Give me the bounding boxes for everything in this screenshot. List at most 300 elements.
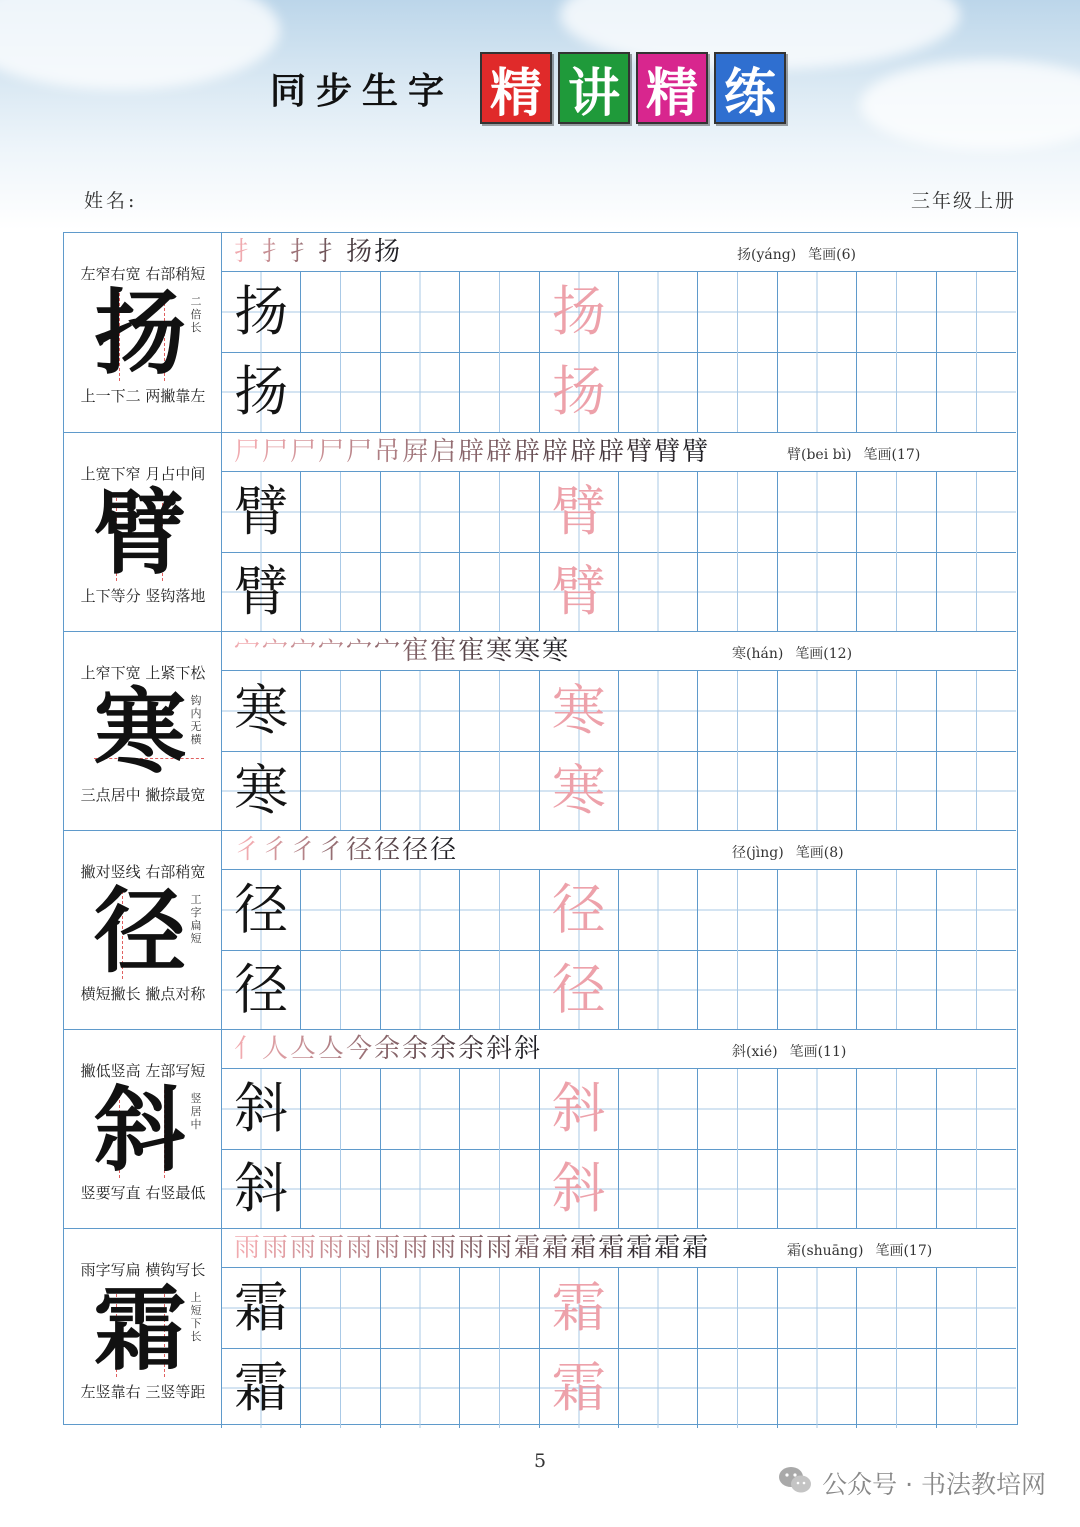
character-info bbox=[737, 244, 856, 264]
practice-cell[interactable] bbox=[857, 671, 936, 751]
stroke-order-row bbox=[222, 632, 1016, 671]
stroke-step: 宀 bbox=[374, 636, 401, 666]
practice-cell[interactable] bbox=[301, 1348, 380, 1428]
practice-cell[interactable] bbox=[540, 1268, 619, 1348]
stroke-step: 雨 bbox=[458, 1233, 485, 1263]
practice-cell[interactable] bbox=[381, 950, 460, 1030]
practice-grid-row bbox=[222, 472, 1016, 553]
stroke-step: 寉 bbox=[430, 636, 457, 666]
stroke-step: 霜 bbox=[514, 1233, 541, 1263]
character-info bbox=[732, 842, 844, 862]
practice-cell[interactable] bbox=[540, 671, 619, 751]
stroke-step: 辟 bbox=[514, 437, 541, 467]
stroke-step: 彳 bbox=[262, 835, 289, 865]
practice-cell[interactable] bbox=[619, 950, 698, 1030]
writing-tip-top: 上宽下窄 月占中间 bbox=[80, 465, 206, 483]
writing-tip-bottom: 竖要写直 右竖最低 bbox=[80, 1184, 206, 1202]
stroke-step: 吊 bbox=[374, 437, 401, 467]
practice-cell[interactable] bbox=[937, 1268, 1016, 1348]
practice-cell[interactable] bbox=[540, 950, 619, 1030]
character-block bbox=[64, 432, 1016, 632]
practice-cell[interactable] bbox=[698, 870, 777, 950]
page-number: 5 bbox=[533, 1450, 547, 1472]
practice-cell[interactable] bbox=[778, 272, 857, 352]
practice-cell[interactable] bbox=[778, 1069, 857, 1149]
practice-cell[interactable] bbox=[460, 751, 539, 831]
practice-cell[interactable] bbox=[937, 272, 1016, 352]
page-title bbox=[270, 48, 786, 128]
practice-cell[interactable] bbox=[937, 671, 1016, 751]
stroke-step: 雨 bbox=[346, 1233, 373, 1263]
stroke-step: 扬 bbox=[374, 237, 401, 267]
practice-grid-row bbox=[222, 671, 1016, 752]
stroke-step: 启 bbox=[430, 437, 457, 467]
pinyin-label: 径(jìng) bbox=[732, 845, 784, 861]
practice-grid-row bbox=[222, 870, 1016, 951]
practice-cell[interactable] bbox=[778, 870, 857, 950]
stroke-step: 辟 bbox=[542, 437, 569, 467]
practice-cell[interactable] bbox=[619, 1069, 698, 1149]
sample-character: 扬 bbox=[234, 360, 289, 423]
practice-cell[interactable] bbox=[301, 751, 380, 831]
sample-character: 扬 bbox=[234, 280, 289, 343]
stroke-step: 彳 bbox=[234, 835, 261, 865]
writing-tip-top: 上窄下宽 上紧下松 bbox=[80, 664, 206, 682]
title-badge: 精 bbox=[480, 52, 552, 124]
practice-cell[interactable] bbox=[698, 1149, 777, 1229]
practice-grid-row bbox=[222, 352, 1016, 432]
pinyin-label: 扬(yáng) bbox=[737, 247, 797, 263]
practice-cell[interactable] bbox=[778, 1268, 857, 1348]
stroke-step: 霜 bbox=[542, 1233, 569, 1263]
practice-cell[interactable] bbox=[778, 671, 857, 751]
stroke-count-label: 笔画(6) bbox=[808, 247, 857, 263]
stroke-step: 雨 bbox=[318, 1233, 345, 1263]
writing-tip-bottom: 三点居中 撇捺最宽 bbox=[80, 786, 206, 804]
stroke-step: 寒 bbox=[542, 636, 569, 666]
stroke-step: 尸 bbox=[318, 437, 345, 467]
stroke-step: 霜 bbox=[682, 1233, 709, 1263]
practice-cell[interactable] bbox=[222, 1069, 301, 1149]
structure-note: 钩内无横 bbox=[190, 694, 202, 746]
practice-cell[interactable] bbox=[619, 352, 698, 432]
practice-cell[interactable] bbox=[222, 751, 301, 831]
practice-cell[interactable] bbox=[460, 272, 539, 352]
trace-character: 径 bbox=[551, 958, 606, 1021]
practice-cell[interactable] bbox=[619, 1149, 698, 1229]
stroke-step: 尸 bbox=[290, 437, 317, 467]
practice-grid-row bbox=[222, 1348, 1016, 1428]
practice-cell[interactable] bbox=[301, 1069, 380, 1149]
practice-cell[interactable] bbox=[698, 1348, 777, 1428]
stroke-sequence bbox=[234, 1231, 710, 1265]
trace-character: 扬 bbox=[551, 360, 606, 423]
stroke-step: 余 bbox=[458, 1034, 485, 1064]
stroke-step: 霜 bbox=[626, 1233, 653, 1263]
stroke-step: 霜 bbox=[654, 1233, 681, 1263]
stroke-step: 彳 bbox=[318, 835, 345, 865]
stroke-step: 寉 bbox=[402, 636, 429, 666]
stroke-step: 霜 bbox=[598, 1233, 625, 1263]
practice-cell[interactable] bbox=[857, 751, 936, 831]
practice-cell[interactable] bbox=[460, 1348, 539, 1428]
structure-note: 工字扁短 bbox=[190, 893, 202, 945]
title-badge: 精 bbox=[636, 52, 708, 124]
character-block bbox=[64, 631, 1016, 831]
sample-character: 斜 bbox=[234, 1077, 289, 1140]
practice-cell[interactable] bbox=[857, 472, 936, 552]
stroke-step: 余 bbox=[374, 1034, 401, 1064]
practice-cell[interactable] bbox=[778, 950, 857, 1030]
model-character: 霜 bbox=[93, 1275, 186, 1383]
sample-character: 寒 bbox=[234, 679, 289, 742]
wechat-icon bbox=[778, 1466, 812, 1500]
practice-cell[interactable] bbox=[937, 352, 1016, 432]
stroke-count-label: 笔画(17) bbox=[875, 1243, 933, 1259]
practice-cell[interactable] bbox=[222, 870, 301, 950]
writing-tip-top: 左窄右宽 右部稍短 bbox=[80, 265, 206, 283]
model-character: 臂 bbox=[93, 479, 186, 587]
structure-note: 竖居中 bbox=[190, 1092, 202, 1131]
practice-grid-row bbox=[222, 1069, 1016, 1150]
stroke-count-label: 笔画(8) bbox=[795, 845, 844, 861]
stroke-step: 扌 bbox=[290, 237, 317, 267]
practice-cell[interactable] bbox=[778, 1348, 857, 1428]
practice-cell[interactable] bbox=[381, 751, 460, 831]
practice-cell[interactable] bbox=[301, 552, 380, 632]
model-character: 径 bbox=[93, 877, 186, 985]
stroke-order-row bbox=[222, 1030, 1016, 1069]
practice-cell[interactable] bbox=[619, 272, 698, 352]
trace-character: 寒 bbox=[551, 759, 606, 822]
title-badges bbox=[480, 52, 786, 124]
title-badge: 讲 bbox=[558, 52, 630, 124]
character-info bbox=[787, 1240, 932, 1260]
practice-cell[interactable] bbox=[619, 870, 698, 950]
practice-cell[interactable] bbox=[698, 272, 777, 352]
sample-character: 径 bbox=[234, 878, 289, 941]
practice-cell[interactable] bbox=[619, 552, 698, 632]
practice-cell[interactable] bbox=[698, 1069, 777, 1149]
practice-cell[interactable] bbox=[301, 352, 380, 432]
sample-character: 臂 bbox=[234, 560, 289, 623]
structure-note: 上短下长 bbox=[190, 1291, 202, 1343]
practice-cell[interactable] bbox=[381, 1268, 460, 1348]
stroke-step: 屛 bbox=[402, 437, 429, 467]
practice-cell[interactable] bbox=[301, 1149, 380, 1229]
practice-cell[interactable] bbox=[698, 671, 777, 751]
sample-character: 寒 bbox=[234, 759, 289, 822]
pinyin-label: 霜(shuāng) bbox=[787, 1243, 864, 1259]
stroke-step: 雨 bbox=[290, 1233, 317, 1263]
model-character-panel bbox=[64, 1229, 222, 1428]
practice-cell[interactable] bbox=[460, 671, 539, 751]
practice-cell[interactable] bbox=[619, 751, 698, 831]
practice-cell[interactable] bbox=[222, 472, 301, 552]
writing-tip-bottom: 左竖靠右 三竖等距 bbox=[80, 1383, 206, 1401]
pinyin-label: 斜(xié) bbox=[732, 1044, 778, 1060]
watermark bbox=[778, 1465, 1046, 1501]
practice-grid-row bbox=[222, 751, 1016, 831]
stroke-step: 扌 bbox=[318, 237, 345, 267]
practice-cell[interactable] bbox=[857, 1268, 936, 1348]
stroke-step: 亼 bbox=[318, 1034, 345, 1064]
stroke-step: 径 bbox=[374, 835, 401, 865]
stroke-step: 扬 bbox=[346, 237, 373, 267]
practice-cell[interactable] bbox=[460, 870, 539, 950]
practice-cell[interactable] bbox=[857, 870, 936, 950]
practice-cell[interactable] bbox=[937, 472, 1016, 552]
practice-cell[interactable] bbox=[301, 950, 380, 1030]
practice-cell[interactable] bbox=[937, 950, 1016, 1030]
stroke-sequence bbox=[234, 1032, 542, 1066]
practice-cell[interactable] bbox=[778, 352, 857, 432]
writing-tip-bottom: 上下等分 竖钩落地 bbox=[80, 587, 206, 605]
structure-note: 二倍长 bbox=[190, 295, 202, 334]
stroke-step: 斜 bbox=[486, 1034, 513, 1064]
practice-cell[interactable] bbox=[222, 352, 301, 432]
practice-cell[interactable] bbox=[381, 1149, 460, 1229]
practice-cell[interactable] bbox=[381, 870, 460, 950]
practice-cell[interactable] bbox=[460, 1069, 539, 1149]
practice-grid-row bbox=[222, 1149, 1016, 1229]
model-character: 斜 bbox=[93, 1076, 186, 1184]
practice-cell[interactable] bbox=[222, 1268, 301, 1348]
stroke-step: 雨 bbox=[430, 1233, 457, 1263]
stroke-step: 径 bbox=[346, 835, 373, 865]
stroke-count-label: 笔画(12) bbox=[795, 646, 853, 662]
stroke-sequence bbox=[234, 833, 458, 867]
practice-cell[interactable] bbox=[698, 751, 777, 831]
stroke-step: 余 bbox=[402, 1034, 429, 1064]
stroke-step: 辟 bbox=[598, 437, 625, 467]
practice-cell[interactable] bbox=[381, 472, 460, 552]
stroke-step: 尸 bbox=[346, 437, 373, 467]
stroke-step: 寒 bbox=[514, 636, 541, 666]
trace-character: 扬 bbox=[551, 280, 606, 343]
practice-cell[interactable] bbox=[540, 472, 619, 552]
practice-cell[interactable] bbox=[301, 1268, 380, 1348]
trace-character: 霜 bbox=[551, 1356, 606, 1419]
sample-character: 径 bbox=[234, 958, 289, 1021]
stroke-step: 辟 bbox=[570, 437, 597, 467]
stroke-step: 寉 bbox=[458, 636, 485, 666]
stroke-step: 雨 bbox=[486, 1233, 513, 1263]
practice-cell[interactable] bbox=[619, 671, 698, 751]
practice-cell[interactable] bbox=[619, 472, 698, 552]
practice-cell[interactable] bbox=[222, 272, 301, 352]
trace-character: 径 bbox=[551, 878, 606, 941]
practice-cell[interactable] bbox=[857, 352, 936, 432]
practice-cell[interactable] bbox=[698, 472, 777, 552]
practice-cell[interactable] bbox=[381, 272, 460, 352]
practice-cell[interactable] bbox=[540, 870, 619, 950]
stroke-count-label: 笔画(17) bbox=[863, 447, 921, 463]
stroke-step: 宀 bbox=[234, 636, 261, 666]
practice-cell[interactable] bbox=[857, 1348, 936, 1428]
practice-sheet bbox=[63, 232, 1018, 1425]
practice-cell[interactable] bbox=[778, 1149, 857, 1229]
practice-cell[interactable] bbox=[222, 1348, 301, 1428]
stroke-sequence bbox=[234, 634, 570, 668]
practice-cell[interactable] bbox=[301, 870, 380, 950]
practice-cell[interactable] bbox=[619, 1348, 698, 1428]
practice-cell[interactable] bbox=[460, 1149, 539, 1229]
practice-cell[interactable] bbox=[222, 671, 301, 751]
stroke-step: 扌 bbox=[262, 237, 289, 267]
sample-character: 臂 bbox=[234, 480, 289, 543]
character-info bbox=[732, 643, 852, 663]
practice-cell[interactable] bbox=[540, 1069, 619, 1149]
trace-character: 斜 bbox=[551, 1157, 606, 1220]
practice-cell[interactable] bbox=[222, 552, 301, 632]
practice-cell[interactable] bbox=[937, 552, 1016, 632]
model-character-panel bbox=[64, 831, 222, 1030]
stroke-step: 尸 bbox=[234, 437, 261, 467]
stroke-step: 宀 bbox=[290, 636, 317, 666]
stroke-step: 辟 bbox=[486, 437, 513, 467]
practice-cell[interactable] bbox=[460, 950, 539, 1030]
sample-character: 霜 bbox=[234, 1276, 289, 1339]
model-character-panel bbox=[64, 1030, 222, 1229]
sample-character: 斜 bbox=[234, 1157, 289, 1220]
practice-cell[interactable] bbox=[857, 1149, 936, 1229]
practice-cell[interactable] bbox=[857, 1069, 936, 1149]
practice-grid-row bbox=[222, 272, 1016, 353]
cloud-decoration bbox=[0, 0, 280, 90]
stroke-step: 霜 bbox=[570, 1233, 597, 1263]
student-name-label: 姓名: bbox=[84, 190, 138, 212]
model-character: 寒 bbox=[93, 678, 186, 786]
practice-cell[interactable] bbox=[857, 272, 936, 352]
practice-cell[interactable] bbox=[222, 950, 301, 1030]
practice-cell[interactable] bbox=[937, 1149, 1016, 1229]
practice-cell[interactable] bbox=[460, 552, 539, 632]
practice-cell[interactable] bbox=[301, 472, 380, 552]
stroke-step: 余 bbox=[430, 1034, 457, 1064]
cloud-decoration bbox=[860, 60, 1080, 150]
practice-cell[interactable] bbox=[301, 671, 380, 751]
stroke-step: 臂 bbox=[626, 437, 653, 467]
trace-character: 寒 bbox=[551, 679, 606, 742]
practice-cell[interactable] bbox=[460, 352, 539, 432]
practice-cell[interactable] bbox=[778, 751, 857, 831]
practice-cell[interactable] bbox=[381, 1069, 460, 1149]
stroke-step: 亻 bbox=[234, 1034, 261, 1064]
practice-grid-row bbox=[222, 1268, 1016, 1349]
practice-grid-row bbox=[222, 950, 1016, 1030]
practice-cell[interactable] bbox=[778, 472, 857, 552]
practice-cell[interactable] bbox=[381, 552, 460, 632]
practice-cell[interactable] bbox=[857, 950, 936, 1030]
practice-cell[interactable] bbox=[460, 1268, 539, 1348]
stroke-step: 宀 bbox=[346, 636, 373, 666]
stroke-step: 斜 bbox=[514, 1034, 541, 1064]
practice-cell[interactable] bbox=[698, 552, 777, 632]
stroke-sequence bbox=[234, 235, 402, 269]
writing-tip-top: 撇对竖线 右部稍宽 bbox=[80, 863, 206, 881]
stroke-step: 径 bbox=[430, 835, 457, 865]
stroke-sequence bbox=[234, 435, 710, 469]
grade-volume-label: 三年级上册 bbox=[910, 190, 1016, 212]
practice-cell[interactable] bbox=[778, 552, 857, 632]
trace-character: 臂 bbox=[551, 560, 606, 623]
writing-tip-bottom: 横短撇长 撇点对称 bbox=[80, 985, 206, 1003]
practice-cell[interactable] bbox=[540, 751, 619, 831]
practice-cell[interactable] bbox=[540, 1149, 619, 1229]
sample-character: 霜 bbox=[234, 1356, 289, 1419]
practice-cell[interactable] bbox=[698, 1268, 777, 1348]
pinyin-label: 臂(bei bì) bbox=[787, 447, 852, 463]
character-block bbox=[64, 1029, 1016, 1229]
stroke-order-row bbox=[222, 433, 1016, 472]
model-character: 扬 bbox=[93, 279, 186, 387]
stroke-step: 彳 bbox=[290, 835, 317, 865]
stroke-step: 雨 bbox=[402, 1233, 429, 1263]
model-character-panel bbox=[64, 433, 222, 632]
stroke-step: 雨 bbox=[234, 1233, 261, 1263]
stroke-step: 扌 bbox=[234, 237, 261, 267]
stroke-step: 尸 bbox=[262, 437, 289, 467]
practice-cell[interactable] bbox=[540, 552, 619, 632]
model-character-panel bbox=[64, 632, 222, 831]
stroke-order-row bbox=[222, 1229, 1016, 1268]
trace-character: 斜 bbox=[551, 1077, 606, 1140]
practice-cell[interactable] bbox=[540, 1348, 619, 1428]
practice-cell[interactable] bbox=[381, 1348, 460, 1428]
practice-grid-row bbox=[222, 552, 1016, 632]
character-block bbox=[64, 830, 1016, 1030]
practice-cell[interactable] bbox=[937, 1348, 1016, 1428]
stroke-order-row bbox=[222, 233, 1016, 272]
title-badge: 练 bbox=[714, 52, 786, 124]
stroke-step: 径 bbox=[402, 835, 429, 865]
practice-cell[interactable] bbox=[460, 472, 539, 552]
stroke-order-row bbox=[222, 831, 1016, 870]
stroke-step: 辟 bbox=[458, 437, 485, 467]
practice-cell[interactable] bbox=[698, 352, 777, 432]
stroke-step: 寒 bbox=[486, 636, 513, 666]
practice-cell[interactable] bbox=[381, 671, 460, 751]
practice-cell[interactable] bbox=[222, 1149, 301, 1229]
pinyin-label: 寒(hán) bbox=[732, 646, 784, 662]
writing-tip-top: 雨字写扁 横钩写长 bbox=[80, 1261, 206, 1279]
practice-cell[interactable] bbox=[698, 950, 777, 1030]
character-block bbox=[64, 233, 1016, 432]
trace-character: 霜 bbox=[551, 1276, 606, 1339]
title-text: 同步生字 bbox=[270, 70, 455, 112]
practice-cell[interactable] bbox=[937, 870, 1016, 950]
stroke-step: 臂 bbox=[682, 437, 709, 467]
stroke-step: 雨 bbox=[374, 1233, 401, 1263]
stroke-step: 宀 bbox=[318, 636, 345, 666]
trace-character: 臂 bbox=[551, 480, 606, 543]
practice-cell[interactable] bbox=[937, 751, 1016, 831]
model-character-panel bbox=[64, 233, 222, 432]
stroke-step: 宀 bbox=[262, 636, 289, 666]
watermark-text: 公众号 · 书法教培网 bbox=[822, 1470, 1046, 1499]
stroke-step: 今 bbox=[346, 1034, 373, 1064]
stroke-step: 亼 bbox=[290, 1034, 317, 1064]
practice-cell[interactable] bbox=[857, 552, 936, 632]
practice-cell[interactable] bbox=[381, 352, 460, 432]
writing-tip-bottom: 上一下二 两撇靠左 bbox=[80, 387, 206, 405]
practice-cell[interactable] bbox=[301, 272, 380, 352]
practice-cell[interactable] bbox=[937, 1069, 1016, 1149]
practice-cell[interactable] bbox=[540, 272, 619, 352]
practice-cell[interactable] bbox=[540, 352, 619, 432]
practice-cell[interactable] bbox=[619, 1268, 698, 1348]
